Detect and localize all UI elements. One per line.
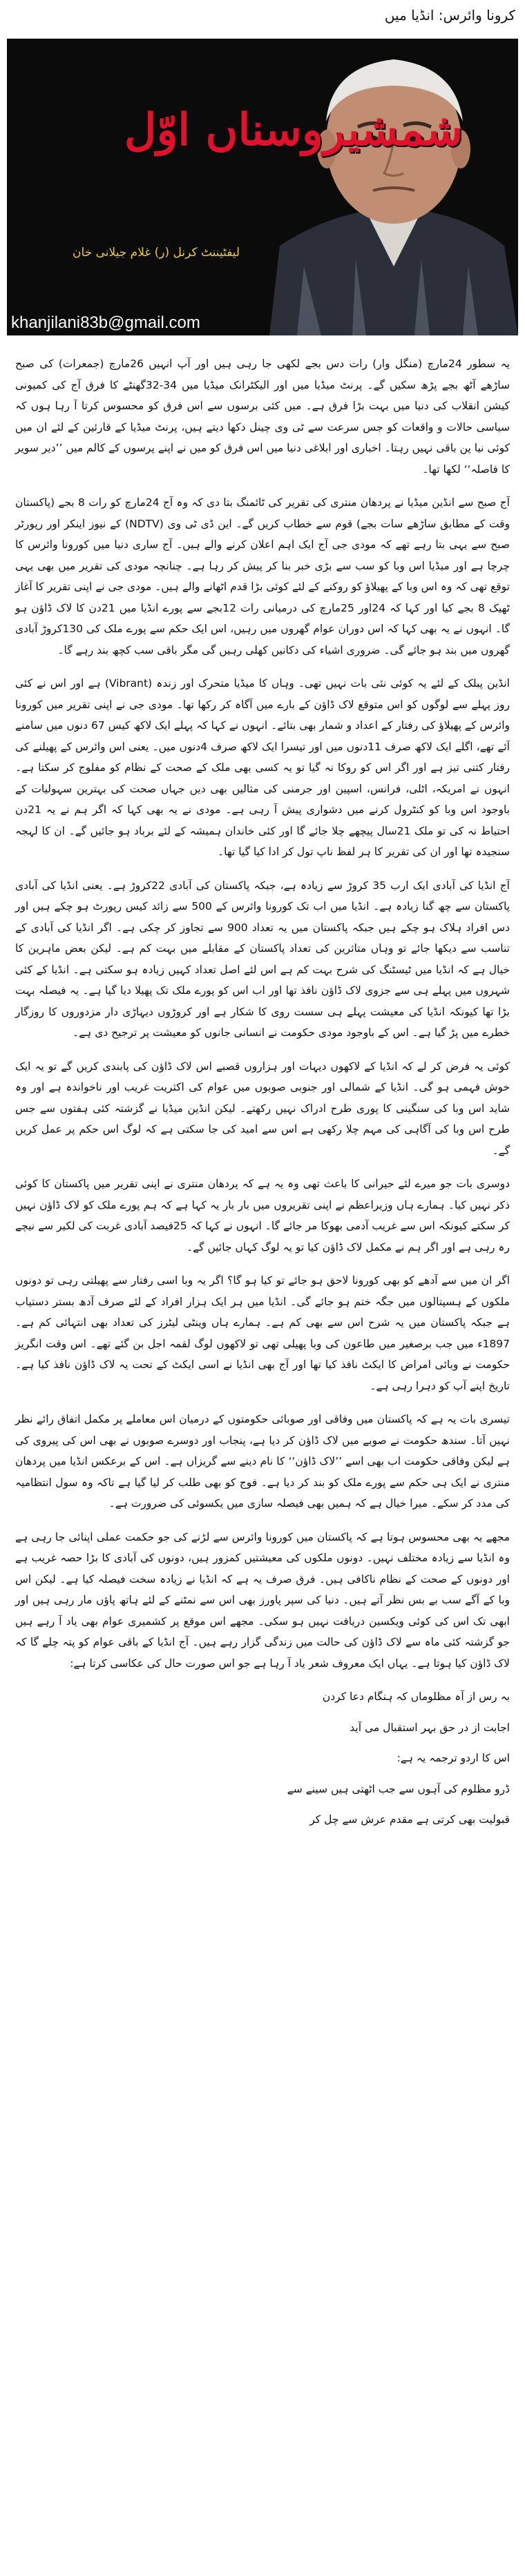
column-banner xyxy=(7,39,518,335)
article-body xyxy=(15,353,510,1840)
paragraph: انڈین پبلک کے لئے یہ کوئی نئی بات نہیں تھی۔ وہاں کا میڈیا متحرک اور زندہ (Vibrant) ہے اور اس نے کئی روز پہلے سے لوگوں کو اس متوقع لاک ڈاؤن کے بارے میں آگاہ کر رکھا تھا۔ مودی جی نے اپنی تقریر میں کورونا وائرس کے پھیلاؤ کی رفتار کے اعداد و شمار بھی بتائے۔ انہوں نے کہا کہ پہلے ایک لاکھ کیس 67 دنوں میں سامنے آئے تھے، اگلے ایک لاکھ صرف 11دنوں میں اور تیسرا ایک لاکھ صرف 4دنوں میں۔ یعنی اس وائرس کے پھیلنے کی رفتار کتنی تیز ہے اور اگر اس کو روکا نہ گیا تو یہ کسی بھی ملک کے صحت کے نظام کو مفلوج کر سکتا ہے۔ انہوں نے امریکہ، اٹلی، فرانس، اسپین اور جرمنی کی مثالیں بھی دیں جہاں صحت کی بہترین سہولیات کے باوجود اس وبا کو کنٹرول کرنے میں دشواری پیش آ رہی ہے۔ مودی نے یہ بھی کہا کہ اگر ہم نے یہ 21دن احتیاط نہ کی تو ملک 21سال پیچھے چلا جائے گا اور کئی خاندان ہمیشہ کے لئے برباد ہو جائیں گے۔ ان کا لہجہ سنجیدہ تھا اور ان کی تقریر کا ہر لفظ ناپ تول کر ادا کیا گیا تھا۔ xyxy=(15,677,510,858)
paragraph: دوسری بات جو میرے لئے حیرانی کا باعث تھی وہ یہ ہے کہ پردھان منتری نے اپنی تقریر میں پاکستان کا کوئی ذکر نہیں کیا۔ ہمارے ہاں وزیراعظم نے اپنی تقریروں میں بار بار یہ کہا ہے کہ ہم پورے ملک کو لاک ڈاؤن نہیں کر سکتے کیونکہ اس سے غریب آدمی بھوکا مر جائے گا۔ انہوں نے کہا کہ 25فیصد آبادی غربت کی لکیر سے نیچے رہ رہی ہے اور اگر ہم نے مکمل لاک ڈاؤن کیا تو یہ لوگ کہاں جائیں گے۔ xyxy=(15,1178,510,1253)
author-email: khanjilani83b@gmail.com xyxy=(11,313,200,332)
urdu-verse-line: قبولیت بھی کرتی ہے مقدم عرش سے چل کر xyxy=(309,1813,510,1826)
paragraph: کوئی یہ فرض کر لے کہ انڈیا کے لاکھوں دیہات اور ہزاروں قصبے اس لاک ڈاؤن کی پابندی کریں گے تو یہ ایک خوش فہمی ہو گی۔ انڈیا کے شمالی اور جنوبی صوبوں میں عوام کی اکثریت غریب اور ناخواندہ ہے اور وہ شاید اس وبا کی سنگینی کا پوری طرح ادراک نہیں رکھتے۔ لیکن انڈین میڈیا نے گزشتہ کئی ہفتوں سے جس طرح اس وبا کی آگاہی کی مہم چلا رکھی ہے اس سے امید کی جا سکتی ہے کہ لوگ اس حکم پر عمل کریں گے۔ xyxy=(15,1060,510,1157)
translation-label: اس کا اردو ترجمہ یہ ہے: xyxy=(397,1752,510,1764)
urdu-verse-line: ڈرو مظلوم کی آہوں سے جب اٹھتی ہیں سینے سے xyxy=(287,1782,510,1795)
paragraph: اگر ان میں سے آدھے کو بھی کورونا لاحق ہو جائے تو کیا ہو گا؟ اگر یہ وبا اسی رفتار سے پھیلتی رہی تو دونوں ملکوں کے ہسپتالوں میں جگہ ختم ہو جائے گی۔ انڈیا میں ہر ایک ہزار افراد کے لئے صرف آدھ بستر دستیاب ہے جبکہ پاکستان میں یہ شرح اس سے بھی کم ہے۔ ہمارے ہاں وینٹی لیٹرز کی تعداد بھی انتہائی کم ہے۔ 1897ء میں جب برصغیر میں طاعون کی وبا پھیلی تھی تو لاکھوں لوگ لقمہ اجل بن گئے تھے۔ اس وقت انگریز حکومت نے وبائی امراض کا ایکٹ نافذ کیا تھا اور آج بھی انڈیا نے اسی ایکٹ کے تحت یہ لاک ڈاؤن نافذ کیا ہے۔ تاریخ اپنے آپ کو دہرا رہی ہے۔ xyxy=(15,1274,510,1392)
paragraph: آج انڈیا کی آبادی ایک ارب 35 کروڑ سے زیادہ ہے، جبکہ پاکستان کی آبادی 22کروڑ ہے۔ یعنی انڈیا کی آبادی پاکستان سے چھ گنا زیادہ ہے۔ انڈیا میں اب تک کورونا وائرس کے 500 سے زائد کیس رپورٹ ہو چکے ہیں اور دس افراد ہلاک ہو چکے ہیں جبکہ پاکستان میں یہ تعداد 900 سے تجاوز کر چکی ہے۔ اگر انڈیا کی آبادی کے تناسب سے دیکھا جائے تو وہاں متاثرین کی تعداد پاکستان کے مقابلے میں بہت کم ہے۔ لیکن بعض ماہرین کا خیال ہے کہ انڈیا میں ٹیسٹنگ کی شرح بہت کم ہے اس لئے اصل تعداد کہیں زیادہ ہو سکتی ہے۔ انڈیا کے کئی شہروں میں پہلے ہی سے جزوی لاک ڈاؤن نافذ تھا اور اب اس کو پورے ملک تک پھیلا دیا گیا ہے۔ یہ فیصلہ بہت بڑا تھا کیونکہ انڈیا کی معیشت پہلے ہی سست روی کا شکار ہے اور کروڑوں دیہاڑی دار مزدوروں کا روزگار خطرے میں پڑ گیا ہے۔ اس کے باوجود مودی حکومت نے انسانی جانوں کو معیشت پر ترجیح دی ہے۔ xyxy=(15,879,510,1039)
persian-verse-line: بہ رس از آہ مظلوماں کہ ہنگام دعا کردن xyxy=(322,1690,510,1703)
paragraph: تیسری بات یہ ہے کہ پاکستان میں وفاقی اور صوبائی حکومتوں کے درمیان اس معاملے پر مکمل اتفاق رائے نظر نہیں آتا۔ سندھ حکومت نے صوبے میں لاک ڈاؤن کر دیا ہے، پنجاب اور دوسرے صوبوں نے بھی اس کی پیروی کی ہے لیکن وفاقی حکومت اب بھی اسے ’’لاک ڈاؤن‘‘ کا نام دینے سے گریزاں ہے۔ اس کے برعکس انڈیا میں پردھان منتری نے ایک ہی حکم سے پورے ملک کو بند کر دیا ہے۔ فوج کو بھی طلب کر لیا گیا ہے تاکہ وہ سول انتظامیہ کی مدد کر سکے۔ میرا خیال ہے کہ ہمیں بھی فیصلہ سازی میں یکسوئی کی ضرورت ہے۔ xyxy=(15,1413,510,1510)
paragraph: مجھے یہ بھی محسوس ہوتا ہے کہ پاکستان میں کورونا وائرس سے لڑنے کی جو حکمت عملی اپنائی جا رہی ہے وہ انڈیا سے زیادہ مختلف نہیں۔ دونوں ملکوں کی معیشتیں کمزور ہیں، دونوں کی آبادی کا بڑا حصہ غریب ہے اور دونوں کے صحت کے نظام ناکافی ہیں۔ فرق صرف یہ ہے کہ انڈیا نے زیادہ سخت فیصلہ کیا ہے۔ لیکن اس وبا کے آگے سب بے بس نظر آتے ہیں۔ دنیا کی سپر پاورز بھی اس سے نمٹنے کے لئے ہاتھ پاؤں مار رہی ہیں اور ابھی تک اس کی کوئی ویکسین دریافت نہیں ہو سکی۔ مجھے اس موقع پر کشمیری عوام بھی یاد آ رہے ہیں جو گزشتہ کئی ماہ سے لاک ڈاؤن کی حالت میں زندگی گزار رہے ہیں۔ آج انڈیا کے باقی عوام کو پتہ چلے گا کہ لاک ڈاؤن کیا ہوتا ہے۔ یہاں ایک معروف شعر یاد آ رہا ہے جو اس صورت حال کی عکاسی کرتا ہے: xyxy=(15,1530,510,1670)
paragraph: یہ سطور 24مارچ (منگل وار) رات دس بجے لکھی جا رہی ہیں اور آپ انہیں 26مارچ (جمعرات) کی صبح ساڑھے آٹھ بجے پڑھ سکیں گے۔ پرنٹ میڈیا میں اور الیکٹرانک میڈیا میں 34-32گھنٹے کا فرق آج کی کمیونی کیشن انقلاب کی دنیا میں بہت بڑا فرق ہے۔ میں کئی برسوں سے اس فرق کو محسوس کرتا آ رہا ہوں کہ سیاسی حالات و واقعات کو جس سرعت سے ٹی وی چینل دکھا دیتے ہیں، پرنٹ میڈیا کے قارئین کے لئے ان میں کوئی نیا پن باقی نہیں رہتا۔ اخباری اور ابلاغی دنیا میں اس فرق کو میں نے اپنے پرسوں کے کالم میں ’’دیر سویر کا فاصلہ‘‘ لکھا تھا۔ xyxy=(15,358,510,476)
author-portrait xyxy=(7,39,518,335)
column-title: شمشیروسناں اوّل xyxy=(124,104,464,156)
article-headline: کرونا وائرس: انڈیا میں xyxy=(384,7,515,23)
author-name: لیفٹیننٹ کرنل (ر) غلام جیلانی خان xyxy=(73,246,240,260)
paragraph: آج صبح سے انڈین میڈیا نے پردھان منتری کی تقریر کی ٹائمنگ بتا دی کہ وہ آج 24مارچ کو رات 8 بجے (پاکستان وقت کے مطابق ساڑھے سات بجے) قوم سے خطاب کریں گے۔ این ڈی ٹی وی (NDTV) کے نیوز اینکر اور رپورٹر صبح سے یہی بتا رہے تھے کہ مودی جی آج ایک اہم اعلان کرنے والے ہیں۔ آج ساری دنیا میں کورونا وائرس کا چرچا ہے اور میڈیا اس وبا کو سب سے بڑی خبر بنا کر پیش کر رہا ہے۔ چنانچہ مودی کی تقریر میں بھی یہی توقع تھی کہ وہ اس وبا کے پھیلاؤ کو روکنے کے لئے کوئی بڑا قدم اٹھانے والے ہیں۔ مودی جی نے اپنی تقریر کا آغاز ٹھیک 8 بجے کیا اور کہا کہ 24اور 25مارچ کی درمیانی رات 12بجے سے پورے انڈیا میں 21دن کا لاک ڈاؤن ہو گا۔ انہوں نے یہ بھی کہا کہ اس دوران عوام گھروں میں رہیں، اس ایک حکم سے پورے ملک کی 130کروڑ آبادی گھروں میں بند ہو جائے گی۔ ضروری اشیاء کی دکانیں کھلی رہیں گی مگر باقی سب کچھ بند رہے گا۔ xyxy=(15,496,510,656)
persian-verse-line: اجابت از در حق بہر استقبال می آید xyxy=(350,1721,510,1734)
